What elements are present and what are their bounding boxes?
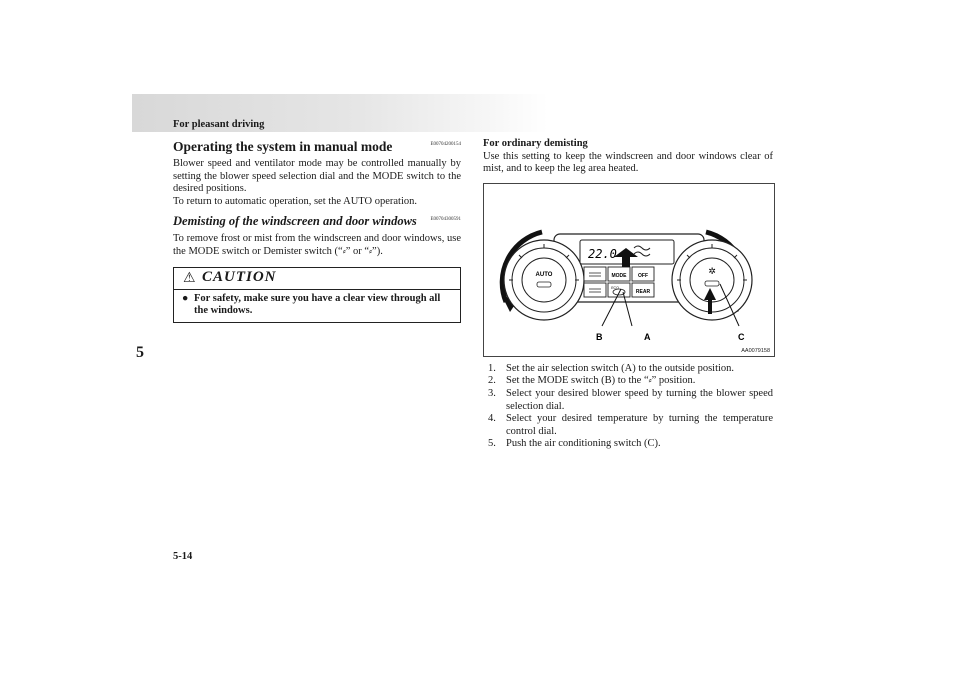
climate-panel-illustration: [484, 184, 774, 356]
fan-icon: ✲: [708, 266, 716, 277]
demisting-heading: [173, 213, 461, 230]
rear-button-label: REAR: [635, 288, 651, 295]
demisting-heading-code: E00704300591: [430, 217, 461, 223]
list-item: 1. Set the air selection switch (A) to the outside position.: [488, 362, 735, 374]
demisting-paragraph: To remove frost or mist from the windscreen and door windows, use the MODE switch or Demister switch (“⸗” or “⸗”).: [173, 233, 461, 257]
section-heading: [173, 138, 461, 155]
bullet-icon: ●: [182, 292, 189, 304]
right-column: [483, 138, 773, 451]
eco-button-label: ECO: [611, 285, 619, 290]
list-item: 3. Select your desired blower speed by turning the blower speed selection dial.: [488, 387, 773, 412]
demist-mode-icon: ⸗: [648, 376, 652, 387]
list-item: 5. Push the air conditioning switch (C).: [488, 438, 661, 450]
list-item: 2. Set the MODE switch (B) to the “⸗” position.: [488, 375, 696, 387]
chapter-number: 5: [136, 344, 144, 361]
page-number: 5-14: [173, 551, 193, 562]
steps-list: [483, 363, 773, 451]
temperature-display: 22.0: [588, 246, 617, 261]
ordinary-demisting-paragraph: Use this setting to keep the windscreen and door windows clear of mist, and to keep the leg area heated.: [483, 150, 773, 175]
section-title: For pleasant driving: [173, 119, 265, 130]
caution-header: [174, 268, 460, 290]
demist-mode-icon: ⸗: [342, 246, 346, 257]
demist-mode-icon: ⸗: [369, 246, 373, 257]
caution-title: CAUTION: [202, 268, 277, 285]
climate-panel-figure: [483, 183, 775, 357]
figure-code: AA0079158: [741, 347, 770, 354]
caution-box: [173, 267, 461, 323]
caution-text: For safety, make sure you have a clear view through all the windows.: [194, 292, 441, 317]
auto-paragraph: To return to automatic operation, set the AUTO operation.: [173, 195, 418, 207]
left-column: [173, 138, 461, 323]
mode-button-label: MODE: [611, 272, 627, 279]
section-heading-text: Operating the system in manual mode: [173, 139, 393, 154]
callout-b: B: [596, 331, 603, 342]
warning-triangle-icon: ⚠: [183, 269, 196, 286]
intro-paragraph: Blower speed and ventilator mode may be controlled manually by setting the blower speed selection dial and the MODE switch to the desired positions.: [173, 158, 461, 195]
callout-c: C: [738, 331, 745, 342]
caution-body: [174, 290, 460, 322]
section-heading-code: E00704200154: [430, 142, 461, 147]
demisting-heading-text: Demisting of the windscreen and door windows: [173, 214, 417, 229]
off-button-label: OFF: [638, 272, 648, 279]
callout-a: A: [644, 331, 651, 342]
ordinary-demisting-heading: For ordinary demisting: [483, 138, 588, 149]
auto-button-label: AUTO: [535, 271, 553, 278]
list-item: 4. Select your desired temperature by turning the temperature control dial.: [488, 413, 773, 437]
